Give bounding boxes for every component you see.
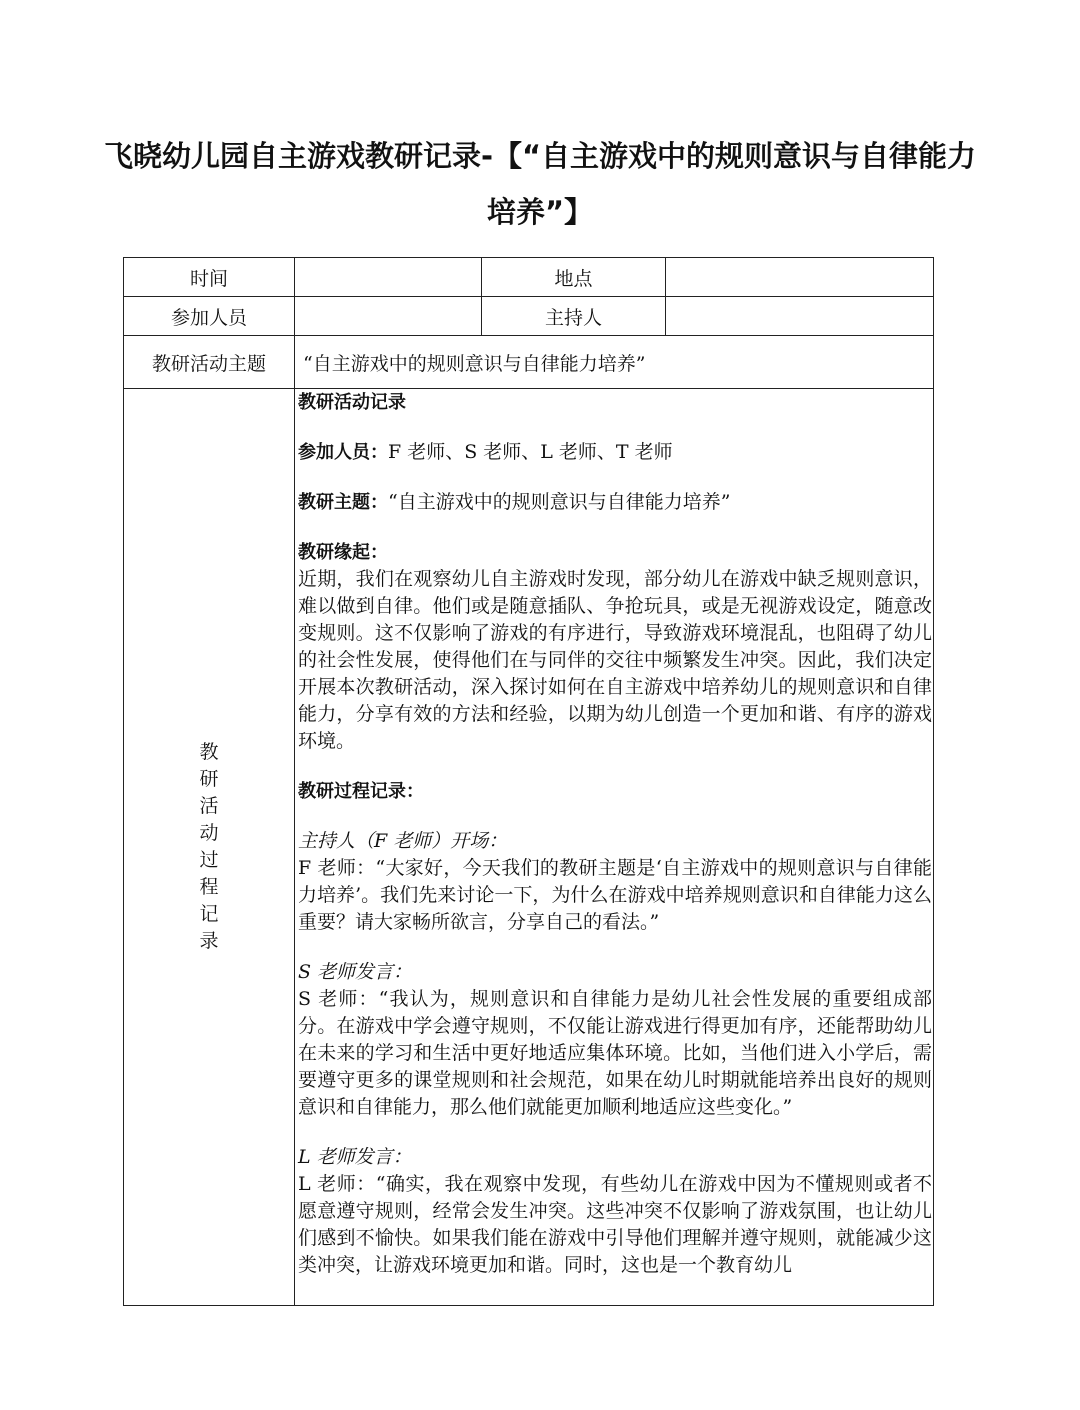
process-label-char: 过 [199, 849, 219, 871]
record-table [123, 257, 934, 1306]
row-process [124, 389, 934, 1306]
participants-text: F 老师、S 老师、L 老师、T 老师 [388, 441, 673, 463]
topic-value: “自主游戏中的规则意识与自律能力培养” [295, 336, 934, 389]
process-label-char: 研 [199, 768, 219, 790]
place-value [666, 258, 934, 297]
row-time-place [124, 258, 934, 297]
s-speaker-heading: S 老师发言： [298, 961, 413, 983]
process-heading: 教研过程记录： [298, 781, 424, 802]
topic-line [298, 489, 932, 516]
participants-line [298, 439, 932, 466]
record-heading: 教研活动记录 [298, 392, 406, 413]
process-content-cell [295, 389, 934, 1306]
document-title [0, 128, 1080, 240]
process-label [124, 389, 294, 1305]
process-label-char: 活 [199, 795, 219, 817]
s-speech: S 老师：“我认为，规则意识和自律能力是幼儿社会性发展的重要组成部分。在游戏中学会遵守规则，不仅能让游戏进行得更加有序，还能帮助幼儿在未来的学习和生活中更好地适应集体环境。比如，当他们进入小学后，需要遵守更多的课堂规则和社会规范，如果在幼儿时期就能培养出良好的规则意识和自律能力，那么他们就能更加顺利地适应这些变化。” [298, 988, 932, 1118]
place-label: 地点 [482, 258, 666, 297]
l-speaker-heading: L 老师发言： [298, 1146, 412, 1168]
title-line-2: 培养”】 [486, 195, 594, 229]
host-value [666, 297, 934, 336]
participants-heading: 参加人员： [298, 442, 388, 463]
process-label-char: 教 [199, 741, 219, 763]
participants-label: 参加人员 [124, 297, 295, 336]
participants-value [295, 297, 482, 336]
row-participants-host [124, 297, 934, 336]
f-speech: F 老师：“大家好，今天我们的教研主题是‘自主游戏中的规则意识与自律能力培养’。我们先来讨论一下，为什么在游戏中培养规则意识和自律能力这么重要？请大家畅所欲言，分享自己的看法。” [298, 857, 932, 933]
process-label-cell [124, 389, 295, 1306]
host-label: 主持人 [482, 297, 666, 336]
process-label-char: 录 [199, 930, 219, 952]
process-label-char: 程 [199, 876, 219, 898]
f-speaker-heading: 主持人（F 老师）开场： [298, 830, 508, 852]
process-content [298, 389, 932, 1279]
topic-heading: 教研主题： [298, 492, 388, 513]
row-topic [124, 336, 934, 389]
l-speech: L 老师：“确实，我在观察中发现，有些幼儿在游戏中因为不懂规则或者不愿意遵守规则，经常会发生冲突。这些冲突不仅影响了游戏氛围，也让幼儿们感到不愉快。如果我们能在游戏中引导他们理解并遵守规则，就能减少这类冲突，让游戏环境更加和谐。同时，这也是一个教育幼儿 [298, 1173, 932, 1276]
topic-text: “自主游戏中的规则意识与自律能力培养” [388, 491, 731, 513]
origin-text: 近期，我们在观察幼儿自主游戏时发现，部分幼儿在游戏中缺乏规则意识，难以做到自律。他们或是随意插队、争抢玩具，或是无视游戏设定，随意改变规则。这不仅影响了游戏的有序进行，导致游戏环境混乱，也阻碍了幼儿的社会性发展，使得他们在与同伴的交往中频繁发生冲突。因此，我们决定开展本次教研活动，深入探讨如何在自主游戏中培养幼儿的规则意识和自律能力，分享有效的方法和经验，以期为幼儿创造一个更加和谐、有序的游戏环境。 [298, 568, 932, 752]
time-value [295, 258, 482, 297]
process-label-char: 记 [199, 903, 219, 925]
origin-heading: 教研缘起： [298, 542, 388, 563]
time-label: 时间 [124, 258, 295, 297]
topic-label: 教研活动主题 [124, 336, 295, 389]
process-label-char: 动 [199, 822, 219, 844]
title-line-1: 飞晓幼儿园自主游戏教研记录-【“自主游戏中的规则意识与自律能力 [103, 139, 977, 173]
